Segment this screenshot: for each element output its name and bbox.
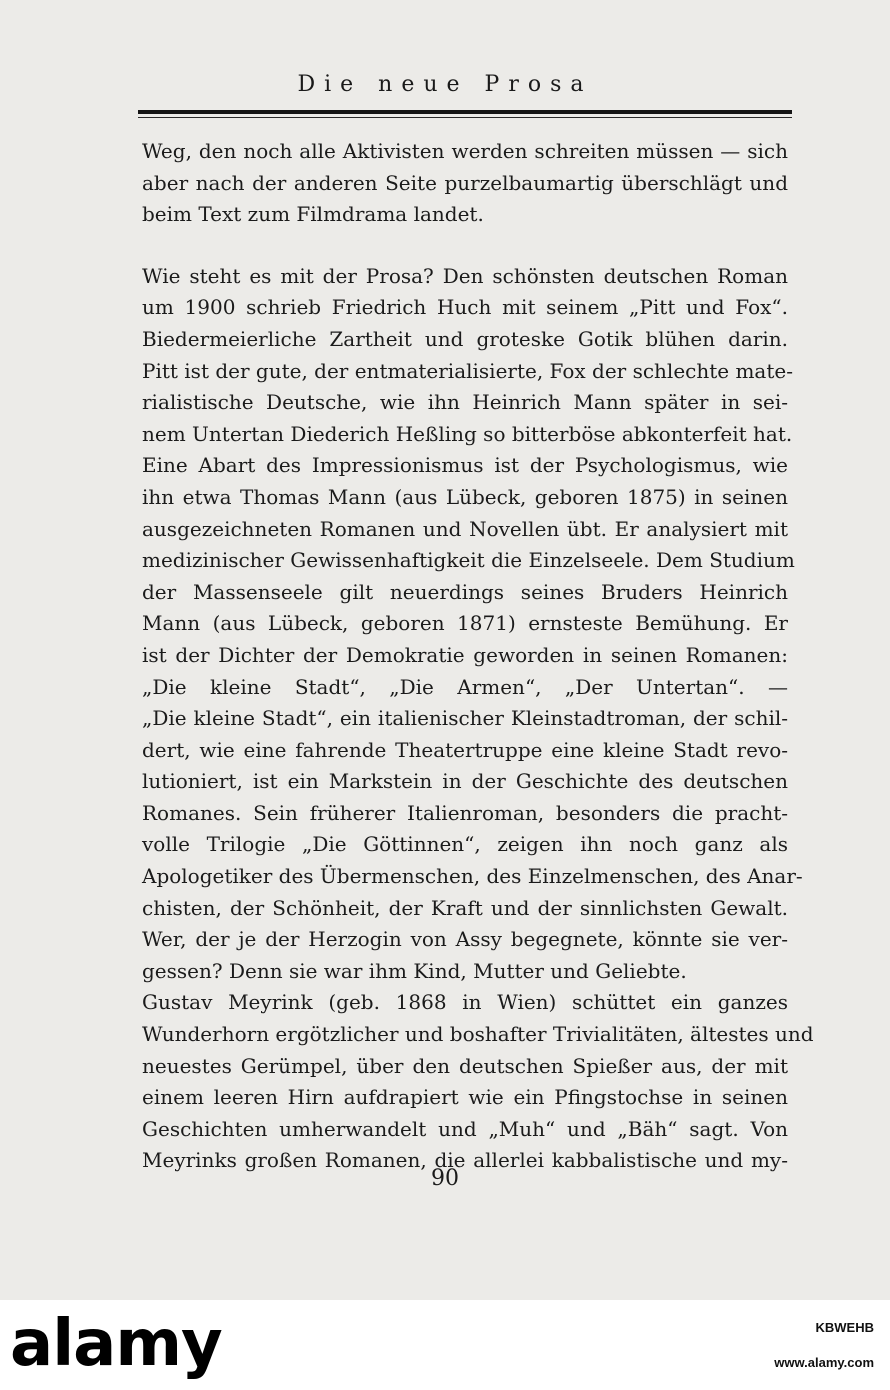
text-line: gessen? Denn sie war ihm Kind, Mutter und Geliebte. (142, 958, 687, 983)
text-line: Biedermeierliche Zartheit und groteske Gotik blühen darin. (142, 326, 788, 351)
text-line: Wer, der je der Herzogin von Assy begegnete, könnte sie ver- (142, 927, 788, 952)
running-head: Die neue Prosa (297, 72, 593, 97)
text-line: Pitt ist der gute, der entmaterialisierte, Fox der schlechte mate- (142, 358, 793, 383)
text-line: Gustav Meyrink (geb. 1868 in Wien) schüttet ein ganzes (142, 990, 788, 1015)
text-line: ist der Dichter der Demokratie geworden in seinen Romanen: (142, 642, 788, 667)
text-line: Meyrinks großen Romanen, die allerlei kabbalistische und my- (142, 1148, 788, 1173)
text-line: dert, wie eine fahrende Theatertruppe eine kleine Stadt revo- (142, 737, 788, 762)
text-line: nem Untertan Diederich Heßling so bitterböse abkonterfeit hat. (142, 421, 793, 446)
text-line: neuestes Gerümpel, über den deutschen Spießer aus, der mit (142, 1053, 788, 1078)
text-line: Wie steht es mit der Prosa? Den schönsten deutschen Roman (142, 263, 788, 288)
text-line: ihn etwa Thomas Mann (aus Lübeck, geboren 1875) in seinen (142, 484, 788, 509)
text-line: Romanes. Sein früherer Italienroman, besonders die pracht- (142, 800, 788, 825)
text-line: Wunderhorn ergötzlicher und boshafter Trivialitäten, ältestes und (142, 1022, 814, 1047)
text-line: „Die kleine Stadt“, ein italienischer Kleinstadtroman, der schil- (142, 706, 788, 731)
header-rule-thin (138, 117, 792, 118)
text-line: chisten, der Schönheit, der Kraft und der sinnlichsten Gewalt. (142, 895, 788, 920)
text-line: Apologetiker des Übermenschen, des Einzelmenschen, des Anar- (142, 864, 803, 889)
text-line: beim Text zum Filmdrama landet. (142, 202, 484, 227)
page-number: 90 (431, 1166, 459, 1191)
text-line: um 1900 schrieb Friedrich Huch mit seinem „Pitt und Fox“. (142, 295, 788, 320)
text-line: Weg, den noch alle Aktivisten werden schreiten müssen — sich (142, 139, 788, 163)
text-line: Geschichten umherwandelt und „Muh“ und „Bäh“ sagt. Von (142, 1116, 788, 1141)
text-line: Eine Abart des Impressionismus ist der Psychologismus, wie (142, 453, 788, 478)
text-line: ausgezeichneten Romanen und Novellen übt. Er analysiert mit (142, 516, 788, 541)
text-line: aber nach der anderen Seite purzelbaumartig überschlägt und (142, 170, 788, 195)
image-id: KBWEHB (815, 1320, 874, 1335)
header-rule-thick (138, 110, 792, 114)
alamy-logo: alamy (10, 1307, 222, 1381)
body-text (142, 136, 814, 1177)
text-line: medizinischer Gewissenhaftigkeit die Einzelseele. Dem Studium (142, 548, 795, 573)
text-line: rialistische Deutsche, wie ihn Heinrich Mann später in sei- (142, 390, 788, 415)
text-line: volle Trilogie „Die Göttinnen“, zeigen ihn noch ganz als (142, 832, 788, 857)
paragraph-gap (142, 231, 788, 261)
text-line: der Massenseele gilt neuerdings seines Bruders Heinrich (142, 579, 788, 604)
watermark-url: www.alamy.com (774, 1355, 874, 1370)
text-line: lutioniert, ist ein Markstein in der Geschichte des deutschen (142, 769, 788, 794)
text-line: Mann (aus Lübeck, geboren 1871) ernsteste Bemühung. Er (142, 611, 788, 636)
text-line: einem leeren Hirn aufdrapiert wie ein Pfingstochse in seinen (142, 1085, 788, 1110)
text-line: „Die kleine Stadt“, „Die Armen“, „Der Untertan“. — (142, 674, 788, 699)
